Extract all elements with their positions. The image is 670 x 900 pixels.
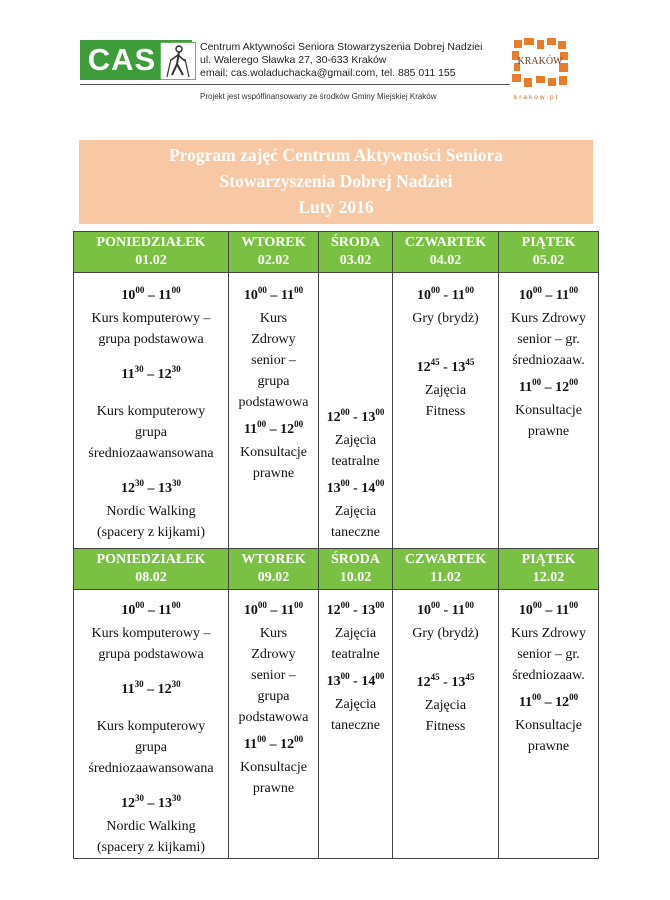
time-slot: $12^{30} - 13^{30}$ bbox=[121, 793, 181, 811]
time-slot: $11^{30} - 12^{30}$ bbox=[121, 364, 181, 382]
day-header-tuesday bbox=[229, 549, 319, 590]
activity: Zajęcia teatralne bbox=[331, 626, 380, 662]
thursday-activities bbox=[393, 590, 499, 859]
activity: Konsultacje prawne bbox=[515, 403, 582, 439]
activity: Zajęcia Fitness bbox=[424, 698, 467, 734]
wednesday-activities bbox=[319, 273, 393, 549]
day-name: PIĄTEK bbox=[521, 552, 576, 567]
day-name: PONIEDZIAŁEK bbox=[96, 552, 206, 567]
title-line-3: Luty 2016 bbox=[298, 197, 374, 217]
krakow-logo-text: KRAKÓW bbox=[517, 56, 563, 67]
day-name: PONIEDZIAŁEK bbox=[96, 235, 206, 250]
week-2-header-row bbox=[74, 549, 599, 590]
time-slot: $12^{00} - 13^{00}$ bbox=[326, 407, 385, 425]
monday-activities bbox=[74, 273, 229, 549]
org-name: Centrum Aktywności Seniora Stowarzyszenia Dobrej Nadziei bbox=[200, 41, 483, 53]
day-date: 05.02 bbox=[532, 253, 565, 268]
friday-activities bbox=[499, 273, 599, 549]
letterhead bbox=[80, 38, 590, 104]
wednesday-activities bbox=[319, 590, 393, 859]
activity: Kurs Zdrowy senior – gr. średniozaaw. bbox=[510, 311, 587, 368]
krakow-website: krakow.pl bbox=[514, 94, 560, 101]
friday-activities bbox=[499, 590, 599, 859]
activity: Konsultacje prawne bbox=[240, 760, 307, 796]
time-slot: $12^{45} - 13^{45}$ bbox=[416, 672, 475, 690]
time-slot: $12^{30} - 13^{30}$ bbox=[121, 478, 181, 496]
day-header-tuesday bbox=[229, 232, 319, 273]
thursday-activities bbox=[393, 273, 499, 549]
time-slot: $11^{00} - 12^{00}$ bbox=[243, 734, 304, 752]
activity: Kurs Zdrowy senior – grupa podstawowa bbox=[238, 626, 309, 725]
activity: Kurs Zdrowy senior – gr. średniozaaw. bbox=[510, 626, 587, 683]
time-slot: $10^{00} - 11^{00}$ bbox=[243, 600, 304, 618]
day-date: 03.02 bbox=[339, 253, 372, 268]
tuesday-activities bbox=[229, 273, 319, 549]
day-date: 08.02 bbox=[135, 570, 167, 585]
day-date: 01.02 bbox=[135, 253, 167, 268]
day-date: 02.02 bbox=[257, 253, 290, 268]
activity: Nordic Walking (spacery z kijkami) bbox=[96, 819, 206, 855]
day-header-wednesday bbox=[319, 232, 393, 273]
activity: Kurs komputerowy – grupa podstawowa bbox=[91, 626, 211, 662]
time-slot: $11^{00} - 12^{00}$ bbox=[518, 377, 579, 395]
day-name: ŚRODA bbox=[330, 552, 380, 567]
time-slot: $10^{00} - 11^{00}$ bbox=[417, 600, 474, 618]
org-contact: email: cas.woladuchacka@gmail.com, tel. 885 011 155 bbox=[200, 67, 456, 79]
day-name: PIĄTEK bbox=[521, 235, 576, 250]
cas-logo-text: CAS bbox=[87, 42, 157, 77]
time-slot: $11^{00} - 12^{00}$ bbox=[243, 419, 304, 437]
time-slot: $10^{00} - 11^{00}$ bbox=[243, 285, 304, 303]
day-header-monday bbox=[74, 549, 229, 590]
day-header-friday bbox=[499, 232, 599, 273]
time-slot: $10^{00} - 11^{00}$ bbox=[518, 285, 579, 303]
time-slot: $12^{45} - 13^{45}$ bbox=[416, 357, 475, 375]
day-date: 12.02 bbox=[532, 570, 565, 585]
time-slot: $10^{00} - 11^{00}$ bbox=[417, 285, 474, 303]
schedule-table bbox=[73, 231, 599, 859]
activity: Gry (brydż) bbox=[412, 626, 479, 641]
activity: Zajęcia Fitness bbox=[424, 383, 467, 419]
week-2-activities-row bbox=[74, 590, 599, 859]
activity: Nordic Walking (spacery z kijkami) bbox=[96, 504, 206, 540]
day-name: CZWARTEK bbox=[404, 552, 487, 567]
program-title bbox=[79, 140, 593, 224]
activity: Zajęcia taneczne bbox=[331, 697, 380, 733]
time-slot: $11^{00} - 12^{00}$ bbox=[518, 692, 579, 710]
time-slot: $11^{30} - 12^{30}$ bbox=[121, 679, 181, 697]
day-date: 11.02 bbox=[430, 570, 461, 585]
header-divider bbox=[80, 84, 510, 85]
time-slot: $10^{00} - 11^{00}$ bbox=[121, 600, 181, 618]
time-slot: $13^{00} - 14^{00}$ bbox=[326, 478, 385, 496]
time-slot: $10^{00} - 11^{00}$ bbox=[121, 285, 181, 303]
day-header-wednesday bbox=[319, 549, 393, 590]
activity: Zajęcia teatralne bbox=[331, 433, 380, 469]
week-1-header-row bbox=[74, 232, 599, 273]
activity: Zajęcia taneczne bbox=[331, 504, 380, 540]
title-line-2: Stowarzyszenia Dobrej Nadziei bbox=[219, 171, 453, 191]
day-header-monday bbox=[74, 232, 229, 273]
activity: Kurs komputerowy grupa średniozaawansowana bbox=[88, 404, 214, 461]
day-name: WTOREK bbox=[241, 235, 306, 250]
organization-info bbox=[200, 41, 482, 80]
title-line-1: Program zajęć Centrum Aktywności Seniora bbox=[168, 145, 504, 165]
activity: Kurs Zdrowy senior – grupa podstawowa bbox=[238, 311, 309, 410]
day-header-thursday bbox=[393, 549, 499, 590]
day-date: 10.02 bbox=[339, 570, 372, 585]
activity: Gry (brydż) bbox=[412, 311, 479, 326]
time-slot: $12^{00} - 13^{00}$ bbox=[326, 600, 385, 618]
activity: Kurs komputerowy – grupa podstawowa bbox=[91, 311, 211, 347]
activity: Konsultacje prawne bbox=[240, 445, 307, 481]
org-address: ul. Walerego Sławka 27, 30-633 Kraków bbox=[200, 54, 387, 66]
activity: Konsultacje prawne bbox=[515, 718, 582, 754]
activity: Kurs komputerowy grupa średniozaawansowana bbox=[88, 719, 214, 776]
monday-activities bbox=[74, 590, 229, 859]
cofinance-note: Projekt jest współfinansowany ze środków Gminy Miejskiej Kraków bbox=[200, 92, 437, 101]
day-header-friday bbox=[499, 549, 599, 590]
krakow-logo bbox=[512, 38, 568, 100]
day-name: ŚRODA bbox=[330, 235, 380, 250]
week-1-activities-row bbox=[74, 273, 599, 549]
day-date: 04.02 bbox=[429, 253, 462, 268]
time-slot: $13^{00} - 14^{00}$ bbox=[326, 671, 385, 689]
nordic-walker-icon bbox=[160, 42, 196, 80]
time-slot: $10^{00} - 11^{00}$ bbox=[518, 600, 579, 618]
day-date: 09.02 bbox=[257, 570, 290, 585]
day-name: WTOREK bbox=[241, 552, 306, 567]
day-name: CZWARTEK bbox=[404, 235, 487, 250]
tuesday-activities bbox=[229, 590, 319, 859]
day-header-thursday bbox=[393, 232, 499, 273]
